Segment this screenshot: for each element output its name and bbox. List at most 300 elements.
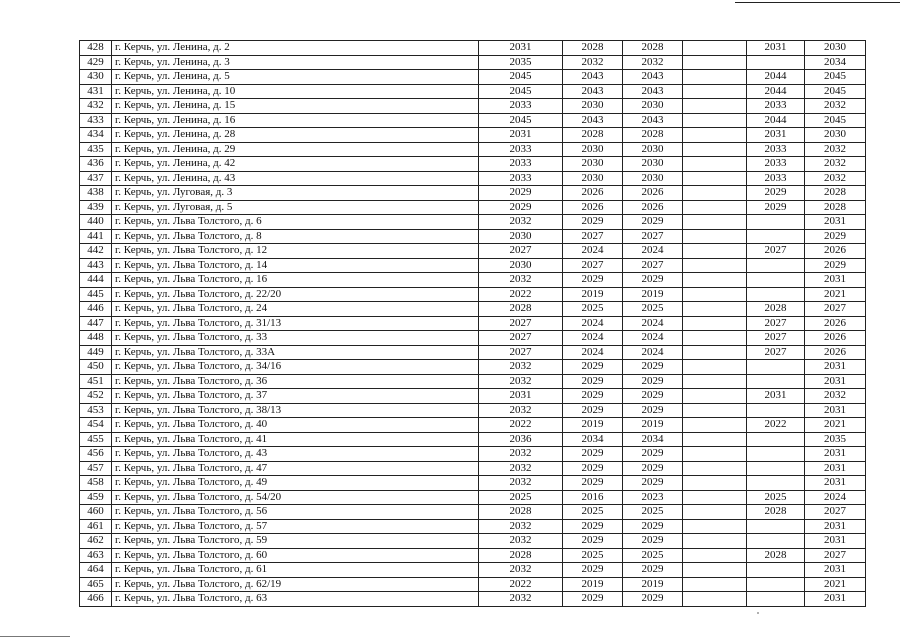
year-cell-3: 2030	[623, 142, 683, 157]
year-cell-1: 2029	[479, 186, 563, 201]
year-cell-3: 2030	[623, 99, 683, 114]
row-number-cell: 432	[80, 99, 112, 114]
year-cell-2: 2029	[563, 403, 623, 418]
year-cell-3: 2029	[623, 360, 683, 375]
year-cell-6: 2031	[805, 534, 866, 549]
row-number-cell: 463	[80, 548, 112, 563]
year-cell-5: 2044	[747, 84, 805, 99]
year-cell-1: 2032	[479, 360, 563, 375]
row-number-cell: 443	[80, 258, 112, 273]
address-cell: г. Керчь, ул. Льва Толстого, д. 36	[112, 374, 479, 389]
year-cell-3: 2029	[623, 374, 683, 389]
year-cell-2: 2027	[563, 229, 623, 244]
table-row	[80, 577, 866, 592]
address-cell: г. Керчь, ул. Льва Толстого, д. 34/16	[112, 360, 479, 375]
year-cell-2: 2024	[563, 244, 623, 259]
address-cell: г. Керчь, ул. Луговая, д. 5	[112, 200, 479, 215]
table-row	[80, 389, 866, 404]
address-cell: г. Керчь, ул. Луговая, д. 3	[112, 186, 479, 201]
row-number-cell: 455	[80, 432, 112, 447]
year-cell-5: 2027	[747, 345, 805, 360]
year-cell-5	[747, 55, 805, 70]
year-cell-3: 2025	[623, 548, 683, 563]
year-cell-4	[683, 476, 747, 491]
year-cell-1: 2045	[479, 84, 563, 99]
year-cell-2: 2029	[563, 360, 623, 375]
year-cell-2: 2029	[563, 273, 623, 288]
table-row	[80, 70, 866, 85]
year-cell-3: 2029	[623, 389, 683, 404]
year-cell-1: 2030	[479, 229, 563, 244]
row-number-cell: 460	[80, 505, 112, 520]
year-cell-3: 2024	[623, 316, 683, 331]
row-number-cell: 451	[80, 374, 112, 389]
year-cell-5: 2033	[747, 99, 805, 114]
year-cell-5: 2027	[747, 331, 805, 346]
year-cell-2: 2026	[563, 186, 623, 201]
address-cell: г. Керчь, ул. Льва Толстого, д. 41	[112, 432, 479, 447]
year-cell-6: 2028	[805, 186, 866, 201]
year-cell-6: 2032	[805, 99, 866, 114]
year-cell-2: 2029	[563, 534, 623, 549]
table-row	[80, 331, 866, 346]
year-cell-5	[747, 229, 805, 244]
year-cell-6: 2031	[805, 215, 866, 230]
year-cell-5	[747, 258, 805, 273]
year-cell-1: 2032	[479, 215, 563, 230]
year-cell-2: 2024	[563, 345, 623, 360]
address-cell: г. Керчь, ул. Ленина, д. 5	[112, 70, 479, 85]
year-cell-4	[683, 157, 747, 172]
year-cell-6: 2045	[805, 84, 866, 99]
row-number-cell: 434	[80, 128, 112, 143]
year-cell-1: 2027	[479, 316, 563, 331]
table-row	[80, 113, 866, 128]
address-cell: г. Керчь, ул. Ленина, д. 3	[112, 55, 479, 70]
row-number-cell: 442	[80, 244, 112, 259]
address-cell: г. Керчь, ул. Льва Толстого, д. 38/13	[112, 403, 479, 418]
year-cell-4	[683, 461, 747, 476]
year-cell-4	[683, 331, 747, 346]
address-cell: г. Керчь, ул. Льва Толстого, д. 63	[112, 592, 479, 607]
year-cell-2: 2029	[563, 592, 623, 607]
row-number-cell: 428	[80, 41, 112, 56]
year-cell-3: 2030	[623, 157, 683, 172]
year-cell-2: 2043	[563, 84, 623, 99]
year-cell-6: 2029	[805, 229, 866, 244]
address-cell: г. Керчь, ул. Льва Толстого, д. 56	[112, 505, 479, 520]
year-cell-6: 2031	[805, 476, 866, 491]
year-cell-5: 2044	[747, 113, 805, 128]
year-cell-1: 2029	[479, 200, 563, 215]
address-cell: г. Керчь, ул. Льва Толстого, д. 31/13	[112, 316, 479, 331]
table-row	[80, 99, 866, 114]
year-cell-4	[683, 345, 747, 360]
year-cell-1: 2028	[479, 302, 563, 317]
scan-edge-line-bottom	[0, 636, 70, 637]
year-cell-6: 2030	[805, 128, 866, 143]
year-cell-5: 2033	[747, 142, 805, 157]
year-cell-6: 2031	[805, 374, 866, 389]
year-cell-3: 2029	[623, 592, 683, 607]
year-cell-3: 2043	[623, 84, 683, 99]
year-cell-1: 2027	[479, 244, 563, 259]
row-number-cell: 429	[80, 55, 112, 70]
table-row	[80, 41, 866, 56]
year-cell-2: 2025	[563, 505, 623, 520]
year-cell-5	[747, 360, 805, 375]
table-row	[80, 519, 866, 534]
year-cell-4	[683, 548, 747, 563]
year-cell-1: 2045	[479, 113, 563, 128]
address-cell: г. Керчь, ул. Льва Толстого, д. 40	[112, 418, 479, 433]
table-row	[80, 505, 866, 520]
year-cell-2: 2024	[563, 316, 623, 331]
year-cell-5: 2028	[747, 302, 805, 317]
year-cell-2: 2029	[563, 447, 623, 462]
year-cell-4	[683, 360, 747, 375]
year-cell-1: 2032	[479, 447, 563, 462]
table-row	[80, 55, 866, 70]
year-cell-6: 2032	[805, 171, 866, 186]
table-row	[80, 171, 866, 186]
year-cell-2: 2030	[563, 157, 623, 172]
year-cell-3: 2019	[623, 418, 683, 433]
year-cell-3: 2029	[623, 461, 683, 476]
year-cell-6: 2031	[805, 563, 866, 578]
address-cell: г. Керчь, ул. Льва Толстого, д. 47	[112, 461, 479, 476]
row-number-cell: 441	[80, 229, 112, 244]
year-cell-5	[747, 273, 805, 288]
year-cell-3: 2032	[623, 55, 683, 70]
year-cell-4	[683, 432, 747, 447]
year-cell-2: 2025	[563, 302, 623, 317]
year-cell-1: 2031	[479, 41, 563, 56]
address-cell: г. Керчь, ул. Льва Толстого, д. 43	[112, 447, 479, 462]
year-cell-5: 2028	[747, 548, 805, 563]
year-cell-5: 2033	[747, 157, 805, 172]
year-cell-1: 2032	[479, 273, 563, 288]
address-cell: г. Керчь, ул. Льва Толстого, д. 60	[112, 548, 479, 563]
year-cell-1: 2032	[479, 476, 563, 491]
year-cell-6: 2032	[805, 142, 866, 157]
year-cell-2: 2029	[563, 476, 623, 491]
year-cell-2: 2030	[563, 142, 623, 157]
address-cell: г. Керчь, ул. Ленина, д. 43	[112, 171, 479, 186]
year-cell-3: 2034	[623, 432, 683, 447]
year-cell-2: 2030	[563, 171, 623, 186]
year-cell-4	[683, 142, 747, 157]
address-cell: г. Керчь, ул. Льва Толстого, д. 49	[112, 476, 479, 491]
year-cell-2: 2029	[563, 389, 623, 404]
year-cell-4	[683, 186, 747, 201]
year-cell-6: 2024	[805, 490, 866, 505]
year-cell-1: 2022	[479, 577, 563, 592]
year-cell-4	[683, 316, 747, 331]
row-number-cell: 464	[80, 563, 112, 578]
year-cell-1: 2045	[479, 70, 563, 85]
year-cell-2: 2028	[563, 41, 623, 56]
year-cell-3: 2025	[623, 505, 683, 520]
address-cell: г. Керчь, ул. Ленина, д. 2	[112, 41, 479, 56]
address-cell: г. Керчь, ул. Льва Толстого, д. 22/20	[112, 287, 479, 302]
table-row	[80, 476, 866, 491]
year-cell-1: 2032	[479, 519, 563, 534]
year-cell-3: 2026	[623, 186, 683, 201]
row-number-cell: 452	[80, 389, 112, 404]
year-cell-6: 2026	[805, 316, 866, 331]
year-cell-1: 2032	[479, 563, 563, 578]
year-cell-3: 2026	[623, 200, 683, 215]
year-cell-4	[683, 563, 747, 578]
year-cell-2: 2016	[563, 490, 623, 505]
year-cell-1: 2035	[479, 55, 563, 70]
year-cell-6: 2021	[805, 577, 866, 592]
year-cell-5	[747, 563, 805, 578]
year-cell-1: 2025	[479, 490, 563, 505]
address-cell: г. Керчь, ул. Льва Толстого, д. 14	[112, 258, 479, 273]
year-cell-3: 2027	[623, 229, 683, 244]
year-cell-4	[683, 287, 747, 302]
row-number-cell: 438	[80, 186, 112, 201]
year-cell-3: 2029	[623, 403, 683, 418]
year-cell-3: 2029	[623, 476, 683, 491]
address-cell: г. Керчь, ул. Льва Толстого, д. 59	[112, 534, 479, 549]
year-cell-2: 2026	[563, 200, 623, 215]
year-cell-1: 2033	[479, 99, 563, 114]
year-cell-3: 2024	[623, 345, 683, 360]
year-cell-6: 2026	[805, 244, 866, 259]
row-number-cell: 444	[80, 273, 112, 288]
year-cell-2: 2019	[563, 418, 623, 433]
row-number-cell: 431	[80, 84, 112, 99]
row-number-cell: 448	[80, 331, 112, 346]
year-cell-5	[747, 287, 805, 302]
year-cell-4	[683, 215, 747, 230]
year-cell-2: 2024	[563, 331, 623, 346]
year-cell-4	[683, 302, 747, 317]
year-cell-1: 2027	[479, 331, 563, 346]
year-cell-5	[747, 215, 805, 230]
address-cell: г. Керчь, ул. Ленина, д. 16	[112, 113, 479, 128]
year-cell-4	[683, 505, 747, 520]
row-number-cell: 466	[80, 592, 112, 607]
year-cell-2: 2029	[563, 461, 623, 476]
year-cell-5: 2031	[747, 389, 805, 404]
row-number-cell: 462	[80, 534, 112, 549]
year-cell-2: 2032	[563, 55, 623, 70]
address-cell: г. Керчь, ул. Льва Толстого, д. 12	[112, 244, 479, 259]
address-cell: г. Керчь, ул. Льва Толстого, д. 62/19	[112, 577, 479, 592]
row-number-cell: 440	[80, 215, 112, 230]
year-cell-5	[747, 534, 805, 549]
year-cell-6: 2035	[805, 432, 866, 447]
year-cell-3: 2029	[623, 447, 683, 462]
table-row	[80, 273, 866, 288]
row-number-cell: 439	[80, 200, 112, 215]
year-cell-4	[683, 577, 747, 592]
table-row	[80, 142, 866, 157]
year-cell-5	[747, 577, 805, 592]
year-cell-3: 2029	[623, 519, 683, 534]
table-row	[80, 244, 866, 259]
table-row	[80, 215, 866, 230]
row-number-cell: 458	[80, 476, 112, 491]
row-number-cell: 430	[80, 70, 112, 85]
year-cell-4	[683, 389, 747, 404]
table-row	[80, 345, 866, 360]
scan-speck	[757, 612, 759, 614]
year-cell-3: 2043	[623, 70, 683, 85]
year-cell-2: 2029	[563, 563, 623, 578]
year-cell-2: 2029	[563, 519, 623, 534]
year-cell-4	[683, 447, 747, 462]
year-cell-4	[683, 171, 747, 186]
year-cell-4	[683, 490, 747, 505]
address-cell: г. Керчь, ул. Льва Толстого, д. 54/20	[112, 490, 479, 505]
address-cell: г. Керчь, ул. Льва Толстого, д. 24	[112, 302, 479, 317]
year-cell-3: 2019	[623, 287, 683, 302]
address-cell: г. Керчь, ул. Ленина, д. 15	[112, 99, 479, 114]
year-cell-4	[683, 229, 747, 244]
row-number-cell: 435	[80, 142, 112, 157]
year-cell-4	[683, 534, 747, 549]
year-cell-1: 2032	[479, 592, 563, 607]
row-number-cell: 445	[80, 287, 112, 302]
year-cell-1: 2032	[479, 374, 563, 389]
address-cell: г. Керчь, ул. Льва Толстого, д. 57	[112, 519, 479, 534]
table-row	[80, 534, 866, 549]
year-cell-3: 2028	[623, 41, 683, 56]
year-cell-4	[683, 113, 747, 128]
year-cell-5	[747, 519, 805, 534]
address-cell: г. Керчь, ул. Льва Толстого, д. 16	[112, 273, 479, 288]
year-cell-1: 2028	[479, 548, 563, 563]
row-number-cell: 456	[80, 447, 112, 462]
year-cell-5: 2031	[747, 41, 805, 56]
address-cell: г. Керчь, ул. Ленина, д. 28	[112, 128, 479, 143]
year-cell-2: 2029	[563, 374, 623, 389]
year-cell-6: 2031	[805, 519, 866, 534]
table-row	[80, 302, 866, 317]
year-cell-5: 2027	[747, 316, 805, 331]
year-cell-1: 2031	[479, 389, 563, 404]
year-cell-1: 2022	[479, 418, 563, 433]
table-row	[80, 186, 866, 201]
year-cell-4	[683, 592, 747, 607]
year-cell-4	[683, 273, 747, 288]
row-number-cell: 457	[80, 461, 112, 476]
year-cell-6: 2021	[805, 418, 866, 433]
table-row	[80, 548, 866, 563]
year-cell-3: 2024	[623, 244, 683, 259]
table-row	[80, 258, 866, 273]
address-cell: г. Керчь, ул. Ленина, д. 29	[112, 142, 479, 157]
table-row	[80, 461, 866, 476]
year-cell-6: 2045	[805, 70, 866, 85]
row-number-cell: 454	[80, 418, 112, 433]
year-cell-6: 2026	[805, 331, 866, 346]
year-cell-6: 2027	[805, 548, 866, 563]
year-cell-3: 2029	[623, 215, 683, 230]
table-row	[80, 128, 866, 143]
year-cell-6: 2027	[805, 302, 866, 317]
year-cell-4	[683, 84, 747, 99]
year-cell-3: 2023	[623, 490, 683, 505]
year-cell-4	[683, 99, 747, 114]
table-row	[80, 200, 866, 215]
row-number-cell: 446	[80, 302, 112, 317]
year-cell-3: 2024	[623, 331, 683, 346]
address-cell: г. Керчь, ул. Ленина, д. 42	[112, 157, 479, 172]
year-cell-6: 2031	[805, 447, 866, 462]
year-cell-1: 2032	[479, 534, 563, 549]
year-cell-3: 2029	[623, 273, 683, 288]
table-row	[80, 403, 866, 418]
year-cell-1: 2031	[479, 128, 563, 143]
year-cell-6: 2021	[805, 287, 866, 302]
year-cell-4	[683, 374, 747, 389]
year-cell-2: 2028	[563, 128, 623, 143]
row-number-cell: 459	[80, 490, 112, 505]
year-cell-6: 2030	[805, 41, 866, 56]
row-number-cell: 450	[80, 360, 112, 375]
table-row	[80, 490, 866, 505]
year-cell-1: 2022	[479, 287, 563, 302]
year-cell-2: 2034	[563, 432, 623, 447]
year-cell-3: 2029	[623, 534, 683, 549]
year-cell-4	[683, 128, 747, 143]
address-cell: г. Керчь, ул. Льва Толстого, д. 33А	[112, 345, 479, 360]
year-cell-6: 2034	[805, 55, 866, 70]
year-cell-1: 2036	[479, 432, 563, 447]
table-row	[80, 287, 866, 302]
row-number-cell: 461	[80, 519, 112, 534]
year-cell-4	[683, 41, 747, 56]
table-row	[80, 360, 866, 375]
table-row	[80, 432, 866, 447]
table-row	[80, 418, 866, 433]
year-cell-6: 2031	[805, 461, 866, 476]
building-schedule-table	[79, 40, 866, 607]
year-cell-2: 2029	[563, 215, 623, 230]
year-cell-4	[683, 258, 747, 273]
year-cell-4	[683, 403, 747, 418]
year-cell-6: 2045	[805, 113, 866, 128]
year-cell-3: 2029	[623, 563, 683, 578]
year-cell-5	[747, 476, 805, 491]
year-cell-6: 2026	[805, 345, 866, 360]
year-cell-5	[747, 374, 805, 389]
year-cell-1: 2033	[479, 157, 563, 172]
year-cell-6: 2029	[805, 258, 866, 273]
year-cell-4	[683, 244, 747, 259]
year-cell-5	[747, 461, 805, 476]
table-row	[80, 374, 866, 389]
year-cell-2: 2025	[563, 548, 623, 563]
year-cell-4	[683, 519, 747, 534]
year-cell-6: 2031	[805, 273, 866, 288]
table-row	[80, 229, 866, 244]
year-cell-4	[683, 55, 747, 70]
year-cell-5	[747, 447, 805, 462]
row-number-cell: 449	[80, 345, 112, 360]
year-cell-2: 2019	[563, 287, 623, 302]
year-cell-6: 2031	[805, 403, 866, 418]
table-row	[80, 563, 866, 578]
table-row	[80, 84, 866, 99]
year-cell-6: 2028	[805, 200, 866, 215]
